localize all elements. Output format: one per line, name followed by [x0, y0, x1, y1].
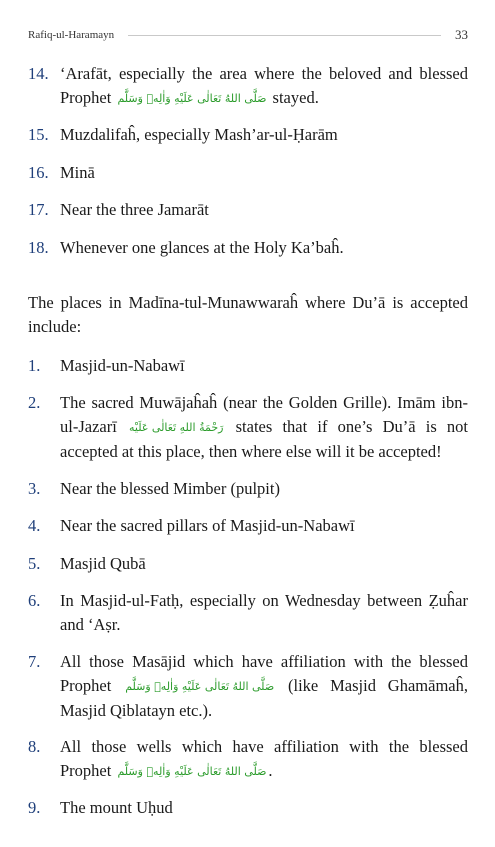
header-rule: [128, 35, 441, 36]
item-number: 2.: [28, 393, 41, 412]
list-item: [28, 514, 468, 538]
item-number: 4.: [28, 516, 41, 535]
item-text: The mount Uḥud: [60, 798, 173, 817]
item-text: Whenever one glances at the Holy Ka’baĥ.: [60, 238, 344, 257]
list-item: [28, 236, 468, 260]
item-number: 1.: [28, 356, 41, 375]
book-title: Rafiq-ul-Haramayn: [28, 29, 115, 41]
page-number: 33: [455, 27, 468, 42]
item-number: 14.: [28, 64, 49, 83]
list-item: [28, 123, 468, 147]
item-text: In Masjid-ul-Fatḥ, especially on Wednesday between Ẓuĥar and ‘Aṣr.: [60, 591, 468, 634]
salawat-glyph: صَلَّى اللهُ تَعَالٰى عَلَيْهِ وَاٰلِهٖ وَسَلَّم: [117, 92, 267, 105]
item-number: 5.: [28, 554, 41, 573]
list-item: [28, 589, 468, 637]
item-text-cont: .: [268, 761, 273, 780]
list-item: [28, 62, 468, 111]
item-text: All those wells which have affiliation with the blessed Prophet: [60, 737, 468, 780]
list-item: [28, 391, 468, 464]
list-item: [28, 552, 468, 576]
item-number: 3.: [28, 479, 41, 498]
salawat-glyph: صَلَّى اللهُ تَعَالٰى عَلَيْهِ وَاٰلِهٖ وَسَلَّم: [117, 765, 267, 778]
list-item: [28, 650, 468, 723]
list-item: [28, 477, 468, 501]
list-item: [28, 354, 468, 378]
item-text: Near the sacred pillars of Masjid-un-Nabawī: [60, 516, 355, 535]
list-item: [28, 198, 468, 222]
rahmah-glyph: رَحْمَةُ اللهِ تَعَالٰى عَلَيْه: [128, 421, 224, 434]
item-number: 17.: [28, 200, 49, 219]
item-number: 18.: [28, 238, 49, 257]
item-text: All those Masājid which have affiliation with the blessed Prophet: [60, 652, 468, 695]
item-text: Minā: [60, 163, 95, 182]
item-number: 15.: [28, 125, 49, 144]
madina-intro-paragraph: The places in Madīna-tul-Munawwaraĥ where Du’ā is accepted include:: [28, 293, 468, 336]
item-number: 6.: [28, 591, 41, 610]
item-number: 16.: [28, 163, 49, 182]
item-number: 8.: [28, 737, 41, 756]
item-text-cont: stayed.: [272, 88, 319, 107]
salawat-glyph: صَلَّى اللهُ تَعَالٰى عَلَيْهِ وَاٰلِهٖ وَسَلَّم: [125, 680, 275, 693]
item-text: Near the blessed Mimber (pulpit): [60, 479, 280, 498]
item-text: ‘Arafāt, especially the area where the beloved and blessed Prophet: [60, 64, 468, 107]
item-text: Near the three Jamarāt: [60, 200, 209, 219]
item-text: Masjid Qubā: [60, 554, 146, 573]
item-text-cont: (like Masjid Ghamāmaĥ, Masjid Qiblatayn etc.).: [60, 676, 468, 720]
item-number: 9.: [28, 798, 41, 817]
item-text: Masjid-un-Nabawī: [60, 356, 185, 375]
item-text: The sacred Muwājaĥaĥ (near the Golden Grille). Imām ibn-ul-Jazarī: [60, 393, 468, 436]
item-text: Muzdalifaĥ, especially Mash’ar-ul-Ḥarām: [60, 125, 338, 144]
list-item: [28, 735, 468, 784]
item-text-cont: states that if one’s Du’ā is not accepted at this place, then where else will it be accepted!: [60, 417, 469, 461]
page-header: [28, 27, 468, 43]
list-item: [28, 796, 468, 820]
item-number: 7.: [28, 652, 41, 671]
list-item: [28, 161, 468, 185]
